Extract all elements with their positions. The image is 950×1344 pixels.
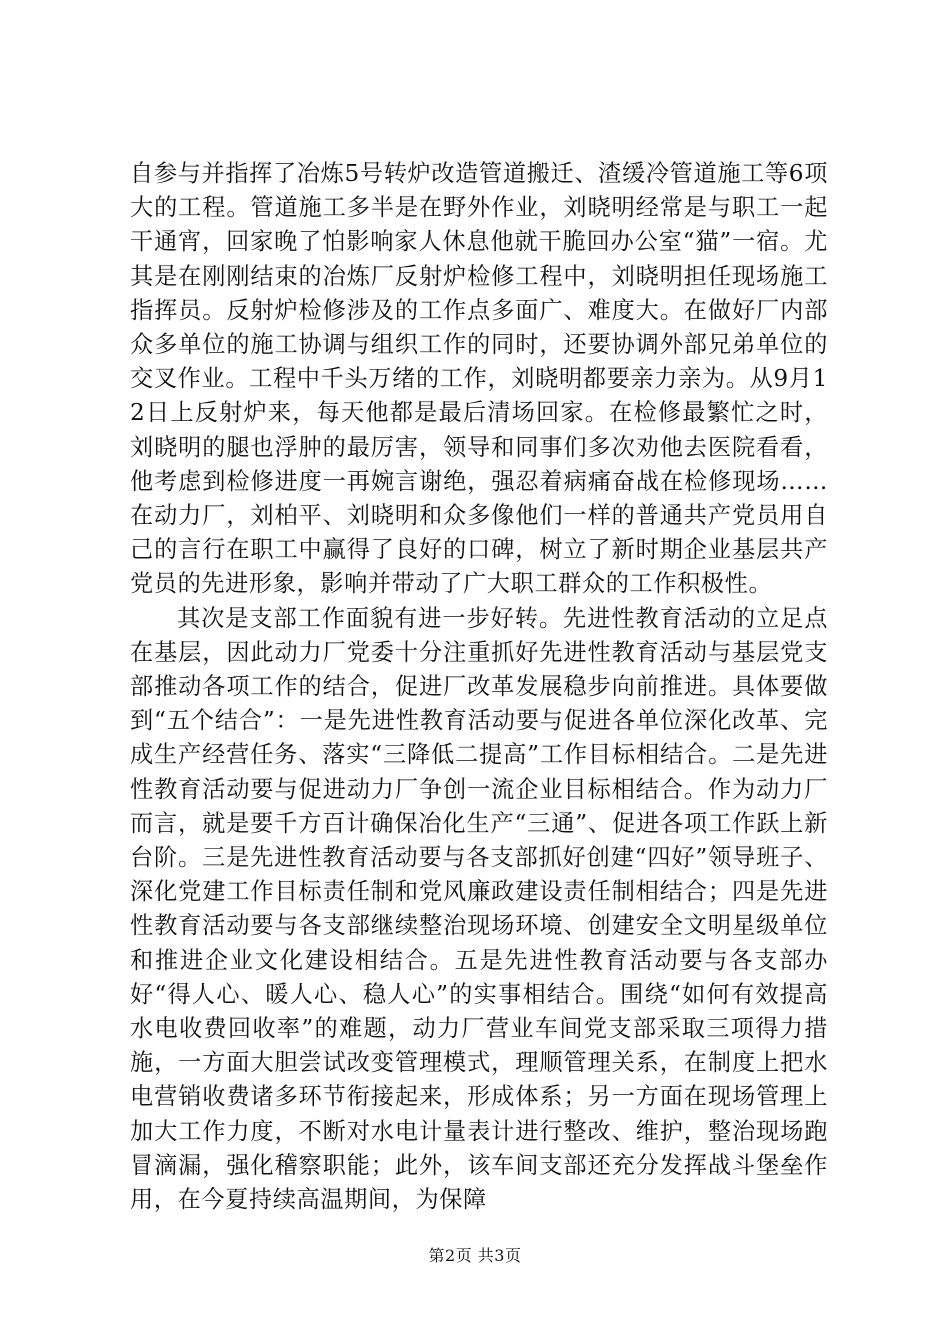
- paragraph-2: 其次是支部工作面貌有进一步好转。先进性教育活动的立足点在基层，因此动力厂党委十分注重抓好先进性教育活动与基层党支部推动各项工作的结合，促进厂改革发展稳步向前推进。具体要做到“五个结合”：一是先进性教育活动要与促进各单位深化改革、完成生产经营任务、落实“三降低二提高”工作目标相结合。二是先进性教育活动要与促进动力厂争创一流企业目标相结合。作为动力厂而言，就是要千方百计确保冶化生产“三通”、促进各项工作跃上新台阶。三是先进性教育活动要与各支部抓好创建“四好”领导班子、深化党建工作目标责任制和党风廉政建设责任制相结合；四是先进性教育活动要与各支部继续整治现场环境、创建安全文明星级单位和推进企业文化建设相结合。五是先进性教育活动要与各支部办好“得人心、暖人心、稳人心”的实事相结合。围绕“如何有效提高水电收费回收率”的难题，动力厂营业车间党支部采取三项得力措施，一方面大胆尝试改变管理模式，理顺管理关系，在制度上把水电营销收费诸多环节衔接起来，形成体系；另一方面在现场管理上加大工作力度，不断对水电计量表计进行整改、维护，整治现场跑冒滴漏，强化稽察职能；此外，该车间支部还充分发挥战斗堡垒作用，在今夏持续高温期间，为保障: [130, 604, 828, 1214]
- document-body: [130, 157, 828, 1217]
- page-number-footer: 第2页 共3页: [428, 1246, 522, 1265]
- paragraph-1: 自参与并指挥了冶炼5号转炉改造管道搬迁、渣缓冷管道施工等6项大的工程。管道施工多半是在野外作业，刘晓明经常是与职工一起干通宵，回家晚了怕影响家人休息他就干脆回办公室“猫”一宿。尤其是在刚刚结束的冶炼厂反射炉检修工程中，刘晓明担任现场施工指挥员。反射炉检修涉及的工作点多面广、难度大。在做好厂内部众多单位的施工协调与组织工作的同时，还要协调外部兄弟单位的交叉作业。工程中千头万绪的工作，刘晓明都要亲力亲为。从9月12日上反射炉来，每天他都是最后清场回家。在检修最繁忙之时，刘晓明的腿也浮肿的最厉害，领导和同事们多次劝他去医院看看，他考虑到检修进度一再婉言谢绝，强忍着病痛奋战在检修现场……在动力厂，刘柏平、刘晓明和众多像他们一样的普通共产党员用自己的言行在职工中赢得了良好的口碑，树立了新时期企业基层共产党员的先进形象，影响并带动了广大职工群众的工作积极性。: [130, 160, 828, 598]
